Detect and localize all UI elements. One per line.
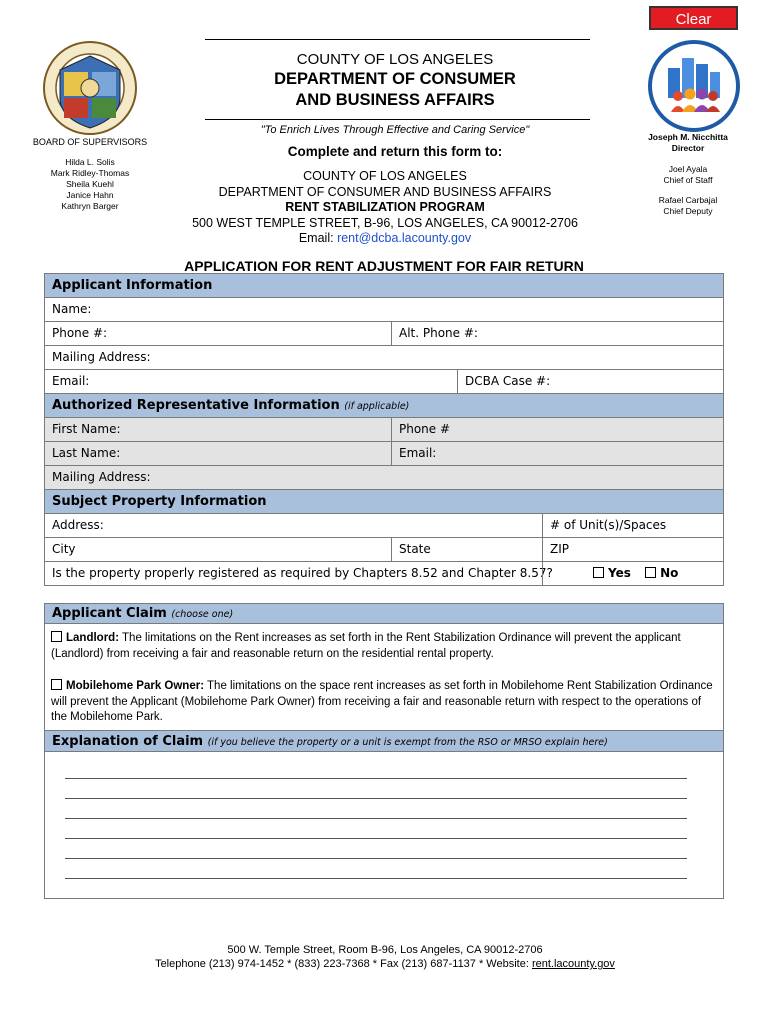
section-title (45, 604, 233, 623)
return-title: Complete and return this form to: (287, 144, 503, 159)
applicant-form (44, 273, 724, 586)
footer-contact (100, 957, 670, 971)
no-label: No (660, 566, 679, 580)
board-title: BOARD OF SUPERVISORS (32, 137, 148, 147)
staff-name: Joel Ayala (668, 164, 708, 174)
units-field[interactable]: # of Unit(s)/Spaces (542, 514, 723, 537)
landlord-text: The limitations on the Rent increases as set forth in the Rent Stabilization Ordinance will prevent the applicant (Landlord) from receiving a fair and reasonable return on the residential rental property. (51, 632, 681, 660)
landlord-checkbox[interactable] (51, 631, 62, 642)
chief-of-staff (628, 164, 748, 186)
section-title (45, 731, 608, 751)
section-note: (if you believe the property or a unit is exempt from the RSO or MRSO explain here) (207, 737, 608, 748)
registration-options (542, 562, 723, 586)
explanation-line[interactable] (65, 798, 687, 799)
county-seal-logo (42, 40, 138, 136)
yes-label: Yes (608, 566, 631, 580)
applicant-section-header (45, 274, 723, 298)
rep-email-field[interactable]: Email: (391, 442, 723, 465)
board-member: Hilda L. Solis (65, 157, 115, 167)
email-link[interactable]: rent@dcba.lacounty.gov (337, 231, 472, 245)
staff-title: Chief Deputy (663, 206, 713, 216)
clear-button[interactable]: Clear (649, 6, 738, 30)
director (628, 132, 748, 154)
applicant-phone-row (45, 322, 723, 346)
email-field[interactable]: Email: (52, 374, 90, 388)
explanation-line[interactable] (65, 838, 687, 839)
mobilehome-option (51, 679, 713, 726)
department-name (200, 69, 590, 111)
section-title: Applicant Information (52, 278, 213, 293)
chief-deputy (628, 195, 748, 217)
explanation-line[interactable] (65, 778, 687, 779)
section-heading: Applicant Claim (52, 606, 167, 621)
rep-phone-field[interactable]: Phone # (391, 418, 723, 441)
claim-form (44, 603, 724, 899)
rep-mailing-field[interactable]: Mailing Address: (52, 470, 151, 484)
staff-name: Rafael Carbajal (658, 195, 718, 205)
department-line-1: DEPARTMENT OF CONSUMER (274, 70, 516, 88)
phone-field[interactable]: Phone #: (52, 326, 108, 340)
landlord-label: Landlord: (66, 632, 120, 644)
registration-question: Is the property properly registered as required by Chapters 8.52 and Chapter 8.57? (52, 566, 553, 580)
footer-address: 500 W. Temple Street, Room B-96, Los Angeles, CA 90012-2706 (227, 944, 543, 956)
representative-section-header (45, 394, 723, 418)
section-title: Subject Property Information (52, 494, 267, 509)
website-link[interactable]: rent.lacounty.gov (531, 958, 615, 970)
email-line (160, 231, 610, 247)
rep-name-row (45, 418, 723, 442)
property-address-field[interactable]: Address: (52, 518, 104, 532)
rep-lastname-row (45, 442, 723, 466)
footer (100, 943, 670, 971)
board-member: Janice Hahn (66, 190, 114, 200)
property-section-header (45, 490, 723, 514)
yes-checkbox[interactable] (593, 567, 604, 578)
applicant-email-row (45, 370, 723, 394)
section-note: (if applicable) (344, 401, 410, 412)
staff-title: Director (671, 143, 705, 153)
applicant-name-row (45, 298, 723, 322)
section-heading: Explanation of Claim (52, 734, 204, 749)
email-label: Email: (298, 231, 334, 245)
explanation-line[interactable] (65, 818, 687, 819)
board-member: Kathryn Barger (61, 201, 119, 211)
property-city-row (45, 538, 723, 562)
address-line: COUNTY OF LOS ANGELES (303, 169, 467, 183)
header-bottom-rule (205, 119, 590, 120)
last-name-field[interactable]: Last Name: (52, 446, 121, 460)
property-address-row (45, 514, 723, 538)
dcba-logo (648, 40, 740, 132)
claim-section-header (45, 604, 723, 624)
mobilehome-checkbox[interactable] (51, 679, 62, 690)
board-member: Mark Ridley-Thomas (50, 168, 130, 178)
name-field[interactable]: Name: (52, 302, 92, 316)
address-line: 500 WEST TEMPLE STREET, B-96, LOS ANGELES, CA 90012-2706 (192, 215, 578, 230)
county-name: COUNTY OF LOS ANGELES (296, 51, 494, 68)
form-title: APPLICATION FOR RENT ADJUSTMENT FOR FAIR RETURN (184, 258, 584, 274)
section-title (45, 394, 409, 417)
city-field[interactable]: City (52, 542, 76, 556)
mobilehome-label: Mobilehome Park Owner: (66, 680, 205, 692)
state-field[interactable]: State (391, 538, 542, 561)
mailing-address-field[interactable]: Mailing Address: (52, 350, 151, 364)
department-line-2: AND BUSINESS AFFAIRS (295, 91, 495, 109)
landlord-option (51, 631, 713, 662)
return-address (160, 169, 610, 247)
explanation-line[interactable] (65, 878, 687, 879)
board-members (20, 157, 160, 212)
board-member: Sheila Kuehl (66, 179, 114, 189)
footer-phone: Telephone (213) 974-1452 * (833) 223-7368 * Fax (213) 687-1137 * Website: (155, 958, 529, 970)
first-name-field[interactable]: First Name: (52, 422, 121, 436)
address-line: RENT STABILIZATION PROGRAM (285, 200, 485, 214)
motto: "To Enrich Lives Through Effective and Caring Service" (260, 124, 530, 136)
alt-phone-field[interactable]: Alt. Phone #: (391, 322, 723, 345)
case-number-field[interactable]: DCBA Case #: (457, 370, 723, 393)
no-checkbox[interactable] (645, 567, 656, 578)
staff-title: Chief of Staff (663, 175, 713, 185)
explanation-section-header (45, 730, 723, 752)
header-top-rule (205, 39, 590, 40)
zip-field[interactable]: ZIP (542, 538, 723, 561)
section-heading: Authorized Representative Information (52, 398, 340, 413)
registration-row (45, 562, 723, 586)
mobilehome-text: The limitations on the space rent increases as set forth in Mobilehome Rent Stabilization Ordinance will prevent the Applicant (Mobilehome Park Owner) from receiving a fair and reasonable return with respect to the operations of the Mobilehome Park. (51, 680, 713, 723)
address-line: DEPARTMENT OF CONSUMER AND BUSINESS AFFAIRS (218, 184, 552, 199)
explanation-line[interactable] (65, 858, 687, 859)
applicant-mailing-row (45, 346, 723, 370)
section-note: (choose one) (171, 609, 234, 620)
staff-name: Joseph M. Nicchitta (648, 132, 728, 142)
rep-mailing-row (45, 466, 723, 490)
